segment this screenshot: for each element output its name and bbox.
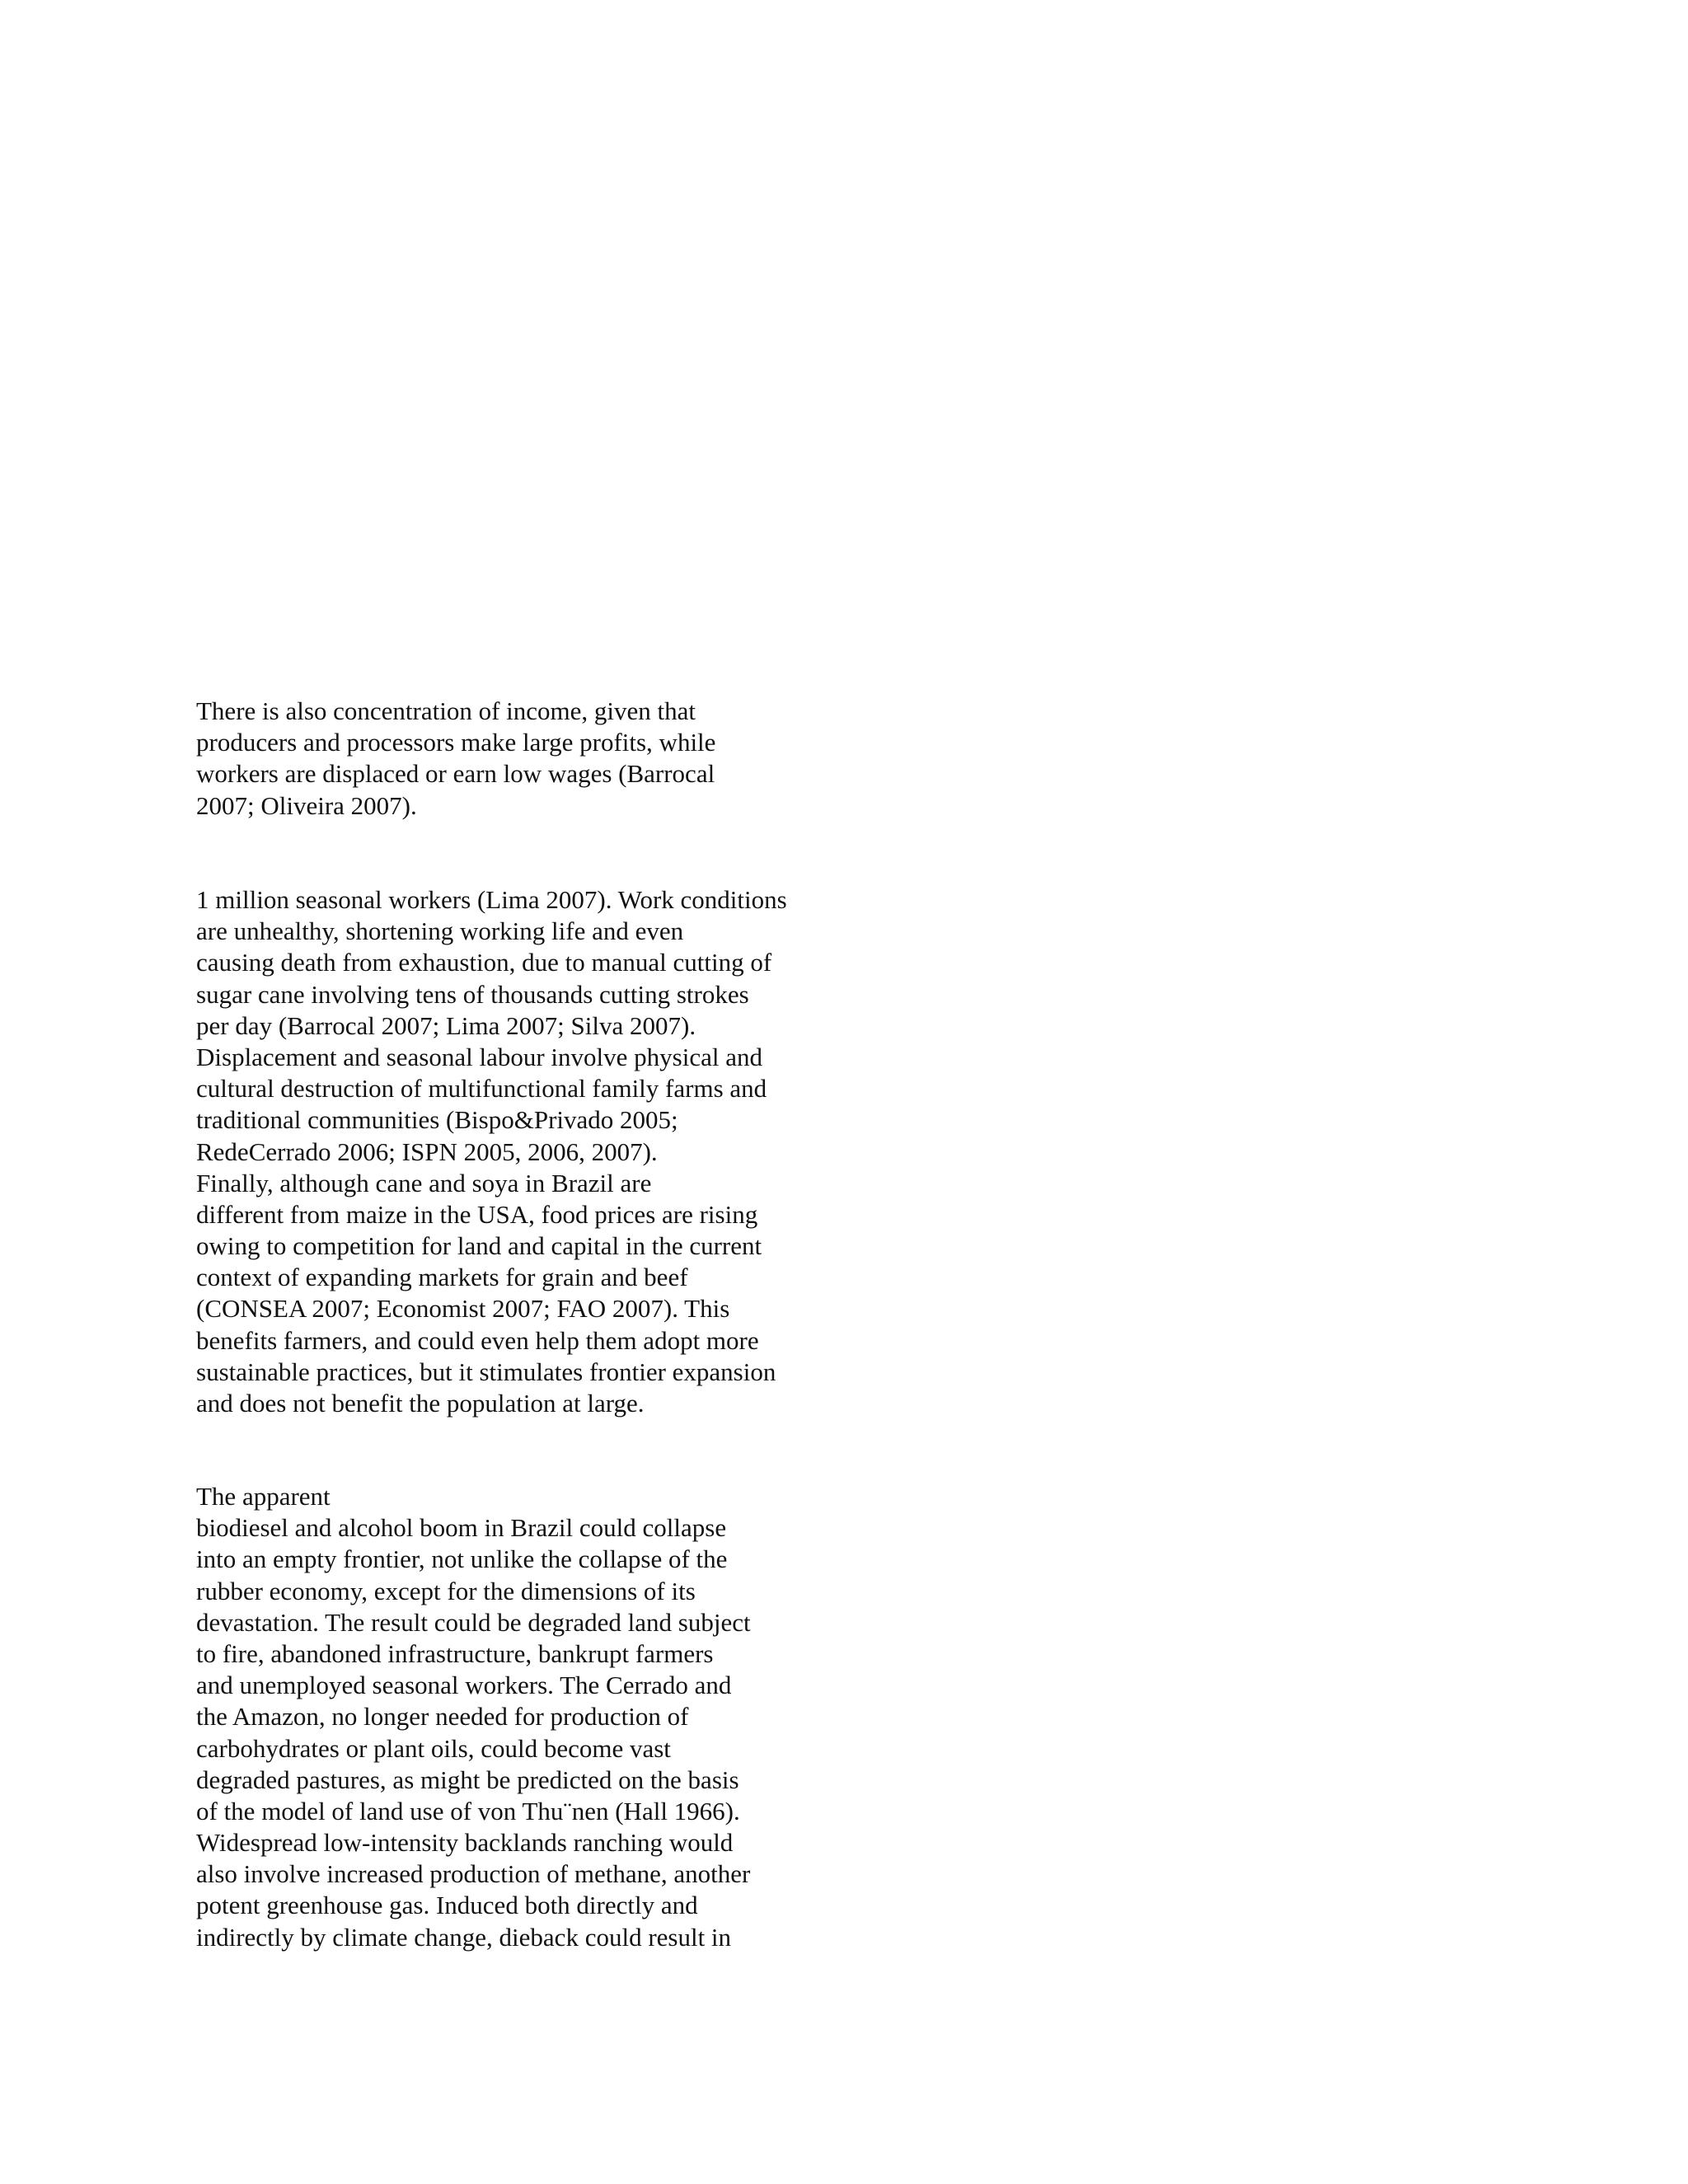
text-line: (CONSEA 2007; Economist 2007; FAO 2007). This	[196, 1294, 730, 1324]
text-line: different from maize in the USA, food prices are rising	[196, 1199, 758, 1229]
text-line: and does not benefit the population at large.	[196, 1389, 645, 1418]
text-line: Finally, although cane and soya in Brazil are	[196, 1168, 652, 1197]
text-line: devastation. The result could be degraded land subject	[196, 1607, 751, 1637]
text-line: context of expanding markets for grain and beef	[196, 1263, 688, 1292]
text-line: 1 million seasonal workers (Lima 2007). Work conditions	[196, 885, 787, 914]
text-line: the Amazon, no longer needed for production of	[196, 1702, 689, 1732]
text-line: cultural destruction of multifunctional family farms and	[196, 1074, 767, 1104]
text-line: The apparent	[196, 1482, 331, 1511]
text-line: sustainable practices, but it stimulates frontier expansion	[196, 1357, 776, 1386]
paragraph-income-concentration	[196, 696, 715, 822]
text-line: benefits farmers, and could even help them adopt more	[196, 1325, 759, 1355]
text-line: biodiesel and alcohol boom in Brazil could collapse	[196, 1513, 727, 1543]
text-line: traditional communities (Bispo&Privado 2005;	[196, 1105, 678, 1135]
text-line: potent greenhouse gas. Induced both directly and	[196, 1891, 698, 1920]
text-line: and unemployed seasonal workers. The Cerrado and	[196, 1671, 732, 1700]
text-line: carbohydrates or plant oils, could become vast	[196, 1733, 671, 1763]
text-line: RedeCerrado 2006; ISPN 2005, 2006, 2007).	[196, 1137, 658, 1166]
text-line: into an empty frontier, not unlike the collapse of the	[196, 1544, 728, 1574]
text-line: also involve increased production of methane, another	[196, 1859, 751, 1889]
text-line: There is also concentration of income, given that	[196, 696, 696, 725]
text-line: of the model of land use of von Thu¨nen (Hall 1966).	[196, 1796, 740, 1825]
text-line: Widespread low-intensity backlands ranching would	[196, 1828, 734, 1858]
text-line: rubber economy, except for the dimensions of its	[196, 1576, 696, 1605]
text-line: indirectly by climate change, dieback could result in	[196, 1922, 732, 1952]
text-line: workers are displaced or earn low wages (Barrocal	[196, 759, 715, 789]
text-line: Displacement and seasonal labour involve physical and	[196, 1042, 762, 1071]
paragraph-boom-collapse	[196, 1481, 751, 1953]
text-line: 2007; Oliveira 2007).	[196, 790, 417, 820]
text-line: to fire, abandoned infrastructure, bankrupt farmers	[196, 1638, 714, 1668]
text-line: producers and processors make large profits, while	[196, 728, 716, 757]
text-line: sugar cane involving tens of thousands cutting strokes	[196, 979, 749, 1009]
paragraph-seasonal-workers	[196, 884, 787, 1419]
text-line: per day (Barrocal 2007; Lima 2007; Silva 2007).	[196, 1010, 696, 1040]
text-line: owing to competition for land and capital in the current	[196, 1231, 762, 1261]
text-line: are unhealthy, shortening working life and even	[196, 916, 684, 946]
text-line: causing death from exhaustion, due to manual cutting of	[196, 948, 772, 977]
text-line: degraded pastures, as might be predicted on the basis	[196, 1765, 739, 1794]
